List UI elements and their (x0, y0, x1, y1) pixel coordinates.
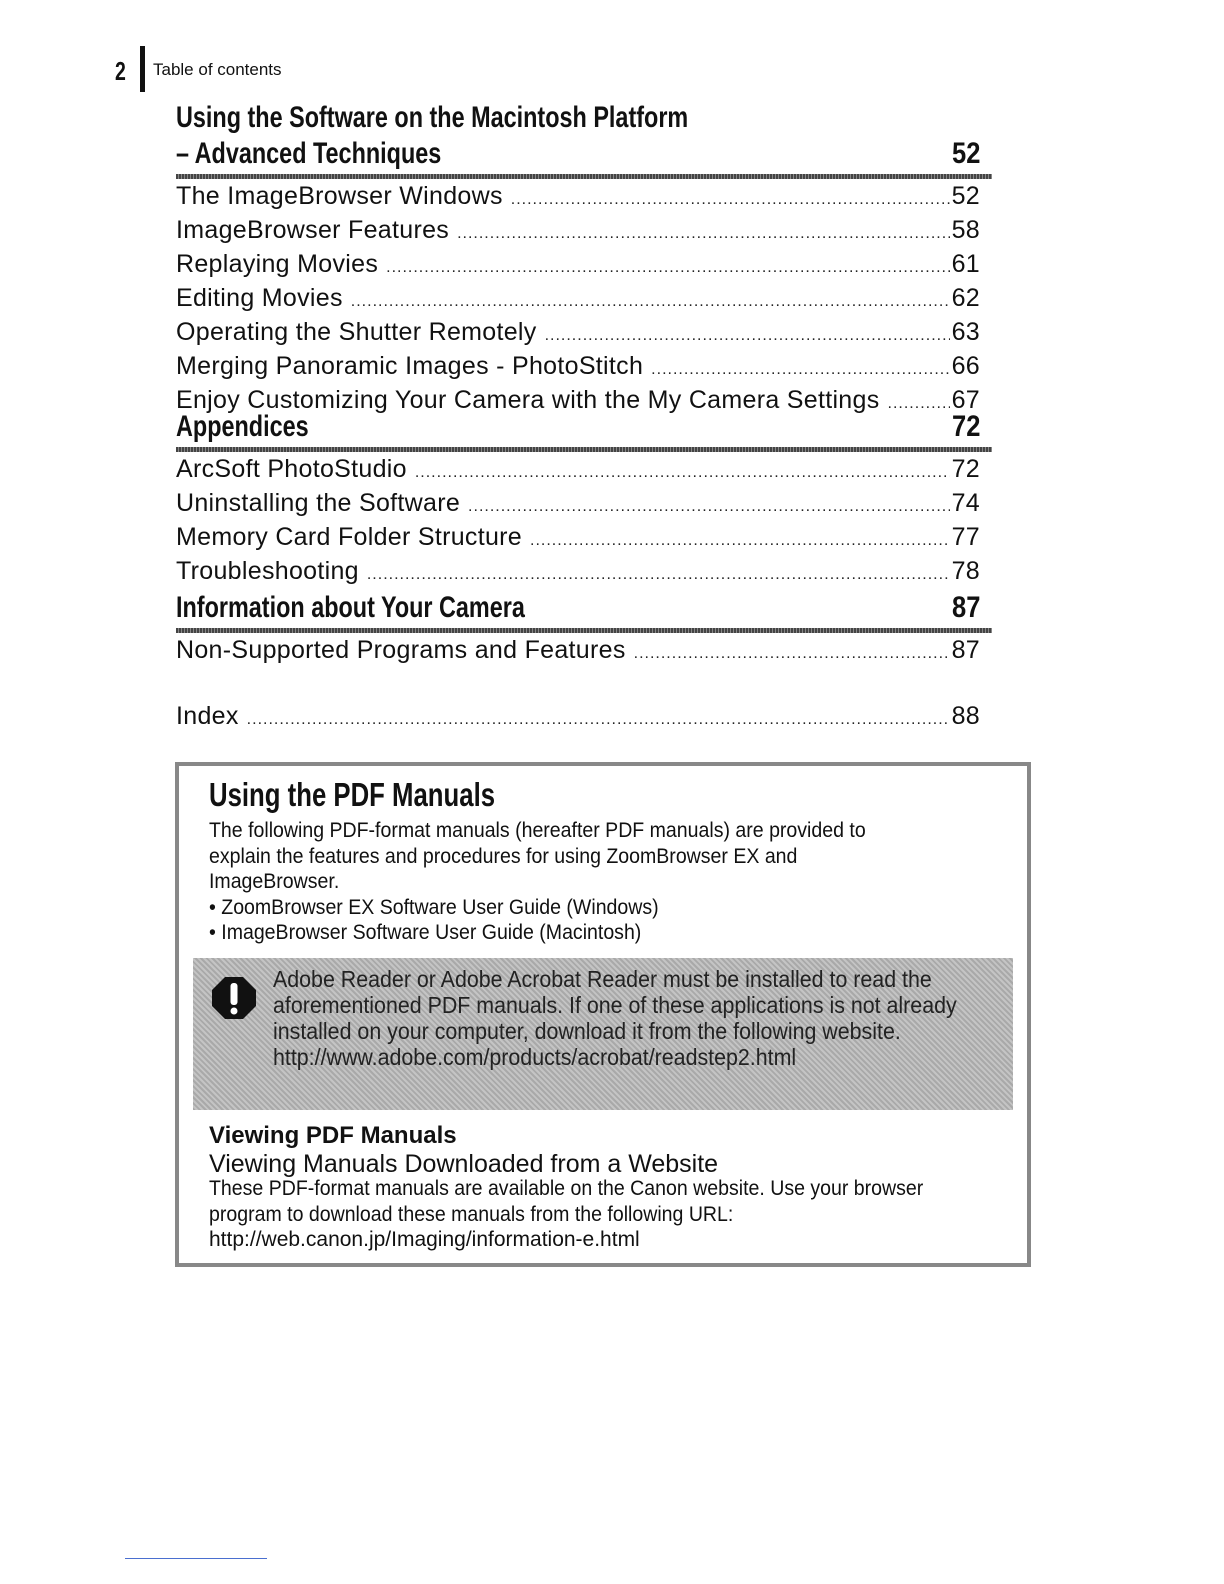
dot-leader (468, 491, 950, 522)
toc-entry[interactable] (176, 181, 980, 215)
box-intro (209, 818, 925, 946)
pdf-manuals-box (175, 762, 1031, 1267)
page-number: 2 (115, 56, 126, 86)
viewing-text: These PDF-format manuals are available on the Canon website. Use your browser program to download these manuals from the following URL: (209, 1177, 924, 1226)
entry-page: 67 (951, 386, 980, 414)
entry-title: ArcSoft PhotoStudio (176, 455, 407, 483)
dot-leader (247, 704, 950, 735)
bullet-item: • ImageBrowser Software User Guide (Macintosh) (209, 921, 642, 944)
entry-page: 63 (951, 318, 980, 346)
intro-text: The following PDF-format manuals (hereafter PDF manuals) are provided to explain the features and procedures for using ZoomBrowser EX and ImageBrowser. (209, 819, 866, 893)
entry-title: Memory Card Folder Structure (176, 523, 522, 551)
warning-panel (193, 958, 1013, 1110)
entry-title: Non-Supported Programs and Features (176, 636, 626, 664)
toc-entry[interactable] (176, 556, 980, 590)
dot-leader (651, 354, 949, 385)
dot-leader (351, 286, 950, 317)
entry-page: 77 (951, 523, 980, 551)
toc-entry[interactable] (176, 454, 980, 488)
dot-leader (634, 638, 950, 669)
bullet-item: • ZoomBrowser EX Software User Guide (Windows) (209, 895, 659, 919)
box-title: Using the PDF Manuals (209, 776, 496, 813)
entry-title: Index (176, 702, 239, 730)
toc-index (176, 701, 992, 735)
section-page: 52 (951, 137, 980, 170)
section-title: Using the Software on the Macintosh Platform (176, 101, 689, 134)
adobe-link[interactable]: http://www.adobe.com/products/acrobat/readstep2.html (273, 1044, 797, 1070)
dot-leader (367, 559, 950, 590)
section-heading[interactable] (176, 590, 992, 626)
bullet-text: ZoomBrowser EX Software User Guide (Windows) (221, 895, 659, 919)
section-heading[interactable] (176, 409, 992, 445)
divider (125, 1558, 267, 1559)
section-heading[interactable] (176, 100, 992, 136)
entry-page: 66 (951, 352, 980, 380)
warning-text (273, 966, 980, 1070)
section-rule (176, 628, 992, 633)
canon-link[interactable]: http://web.canon.jp/Imaging/information-e.html (209, 1228, 640, 1251)
warning-body: Adobe Reader or Adobe Acrobat Reader must be installed to read the aforementioned PDF manuals. If one of these applications is not already installed on your computer, download it from the following website. (273, 966, 957, 1044)
entry-title: Uninstalling the Software (176, 489, 461, 517)
section-rule (176, 174, 992, 179)
dot-leader (386, 252, 949, 283)
toc-entry-index[interactable] (176, 701, 980, 735)
running-title: Table of contents (153, 60, 282, 79)
entry-page: 88 (951, 702, 980, 730)
entry-title: Editing Movies (176, 284, 343, 312)
section-page: 87 (951, 591, 980, 624)
toc-section (176, 100, 992, 419)
entry-page: 74 (951, 489, 980, 517)
entry-title: Enjoy Customizing Your Camera with the My Camera Settings (176, 386, 880, 414)
toc-entry[interactable] (176, 215, 980, 249)
entry-page: 61 (951, 250, 980, 278)
section-title: – Advanced Techniques (176, 137, 442, 170)
toc-entry[interactable] (176, 635, 980, 669)
entry-page: 58 (951, 216, 980, 244)
entry-title: Replaying Movies (176, 250, 379, 278)
dot-leader (415, 457, 950, 488)
toc-section (176, 409, 992, 590)
section-page: 72 (951, 410, 980, 443)
dot-leader (457, 218, 950, 249)
exclamation-icon (211, 976, 257, 1020)
viewing-subheading: Viewing Manuals Downloaded from a Website (209, 1150, 719, 1178)
viewing-heading: Viewing PDF Manuals (209, 1122, 457, 1149)
entry-title: Operating the Shutter Remotely (176, 318, 537, 346)
section-rule (176, 447, 992, 452)
section-title: Appendices (176, 410, 309, 443)
toc-entry[interactable] (176, 522, 980, 556)
entry-page: 72 (951, 455, 980, 483)
toc-entry[interactable] (176, 488, 980, 522)
entry-title: The ImageBrowser Windows (176, 182, 503, 210)
entry-title: Merging Panoramic Images - PhotoStitch (176, 352, 644, 380)
section-title: Information about Your Camera (176, 591, 525, 624)
toc-entry[interactable] (176, 317, 980, 351)
toc-entry[interactable] (176, 283, 980, 317)
header-bar (140, 46, 145, 92)
dot-leader (545, 320, 950, 351)
entry-page: 78 (951, 557, 980, 585)
dot-leader (511, 184, 950, 215)
toc-section (176, 590, 992, 669)
entry-title: Troubleshooting (176, 557, 359, 585)
section-heading[interactable] (176, 136, 992, 172)
dot-leader (530, 525, 950, 556)
entry-title: ImageBrowser Features (176, 216, 450, 244)
bullet-text: ImageBrowser Software User Guide (Macintosh) (221, 921, 642, 944)
entry-page: 87 (951, 636, 980, 664)
toc-entry[interactable] (176, 351, 980, 385)
entry-page: 52 (951, 182, 980, 210)
entry-page: 62 (951, 284, 980, 312)
toc-entry[interactable] (176, 249, 980, 283)
